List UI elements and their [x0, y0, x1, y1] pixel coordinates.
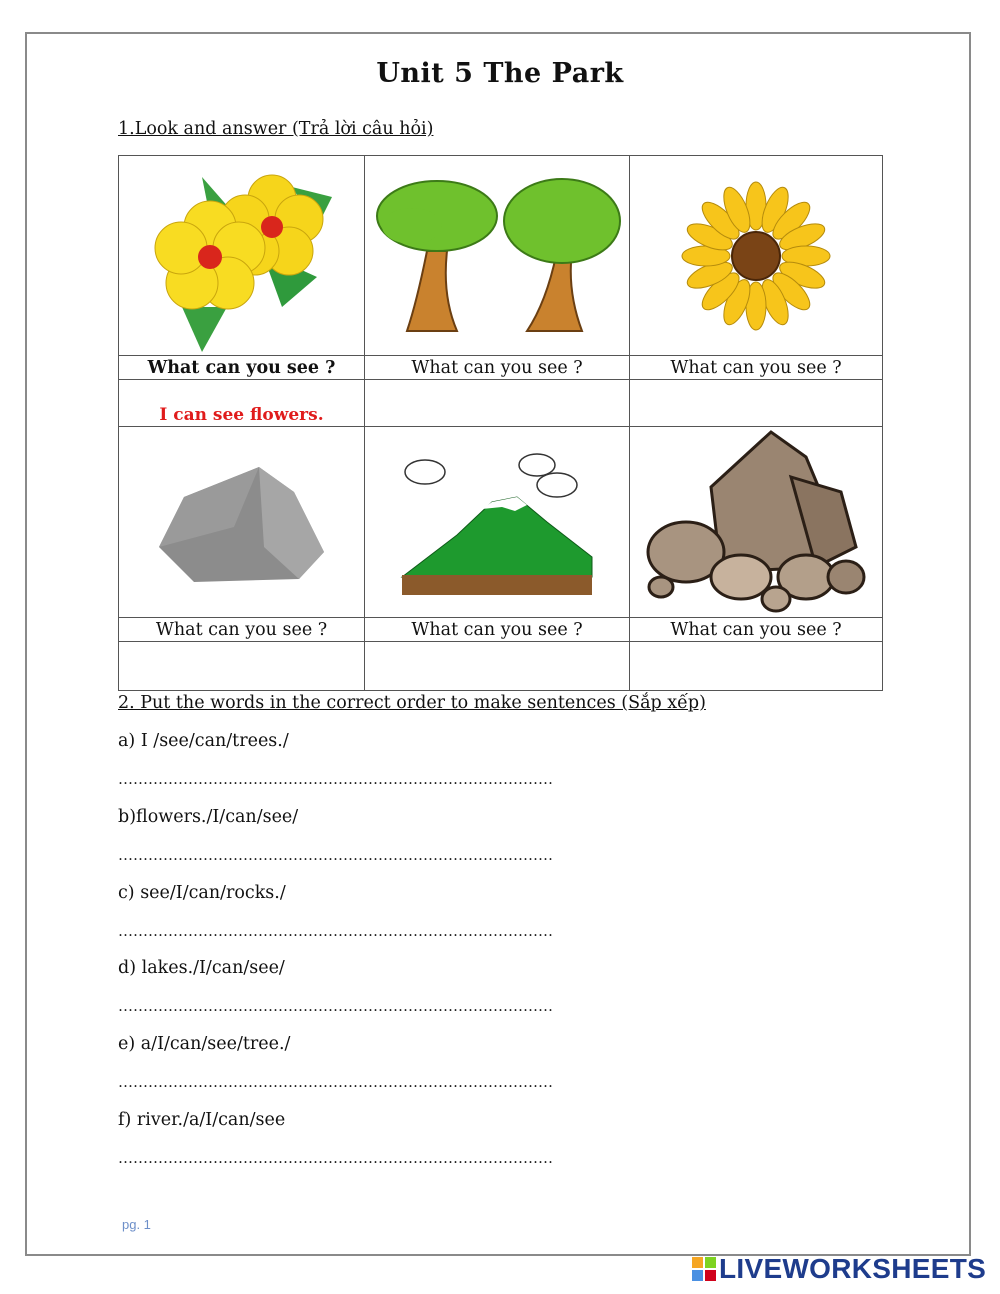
answer-line-f[interactable]: ……………………………………………………………………………: [118, 1149, 553, 1167]
section-1-heading: 1.Look and answer (Trả lời câu hỏi): [118, 119, 434, 139]
question-3: What can you see ?: [670, 358, 842, 378]
page-title: Unit 5 The Park: [376, 58, 624, 89]
mountain-image: [365, 427, 629, 617]
answer-line-a[interactable]: ……………………………………………………………………………: [118, 770, 553, 788]
prompt-a: a) I /see/can/trees./: [118, 731, 289, 751]
section-2-heading: 2. Put the words in the correct order to make sentences (Sắp xếp): [118, 693, 706, 713]
answer-4[interactable]: [119, 642, 364, 688]
answer-line-e[interactable]: ……………………………………………………………………………: [118, 1073, 553, 1091]
page-number: pg. 1: [122, 1217, 151, 1232]
hibiscus-flowers-image: [119, 156, 364, 355]
look-and-answer-table: [118, 155, 883, 691]
question-1: What can you see ?: [147, 358, 336, 378]
question-2: What can you see ?: [411, 358, 583, 378]
prompt-c: c) see/I/can/rocks./: [118, 883, 286, 903]
question-4: What can you see ?: [155, 620, 328, 640]
prompt-d: d) lakes./I/can/see/: [118, 958, 285, 978]
answer-2[interactable]: [365, 380, 629, 426]
prompt-f: f) river./a/I/can/see: [118, 1110, 286, 1130]
answer-6[interactable]: [630, 642, 882, 688]
answer-line-c[interactable]: ……………………………………………………………………………: [118, 922, 553, 940]
liveworksheets-logo[interactable]: [692, 1254, 986, 1284]
question-5: What can you see ?: [411, 620, 583, 640]
sunflower-image: [630, 156, 882, 355]
rock-pile-image: [630, 427, 882, 617]
prompt-e: e) a/I/can/see/tree./: [118, 1034, 291, 1054]
answer-5[interactable]: [365, 642, 629, 688]
question-6: What can you see ?: [670, 620, 842, 640]
prompt-b: b)flowers./I/can/see/: [118, 807, 299, 827]
liveworksheets-icon: [692, 1257, 716, 1281]
grey-rock-image: [119, 427, 364, 617]
answer-line-d[interactable]: ……………………………………………………………………………: [118, 997, 553, 1015]
answer-1[interactable]: I can see flowers.: [159, 405, 324, 425]
brand-name: LIVEWORKSHEETS: [719, 1253, 987, 1284]
answer-3[interactable]: [630, 380, 882, 426]
two-trees-image: [365, 156, 629, 355]
answer-line-b[interactable]: ……………………………………………………………………………: [118, 846, 553, 864]
